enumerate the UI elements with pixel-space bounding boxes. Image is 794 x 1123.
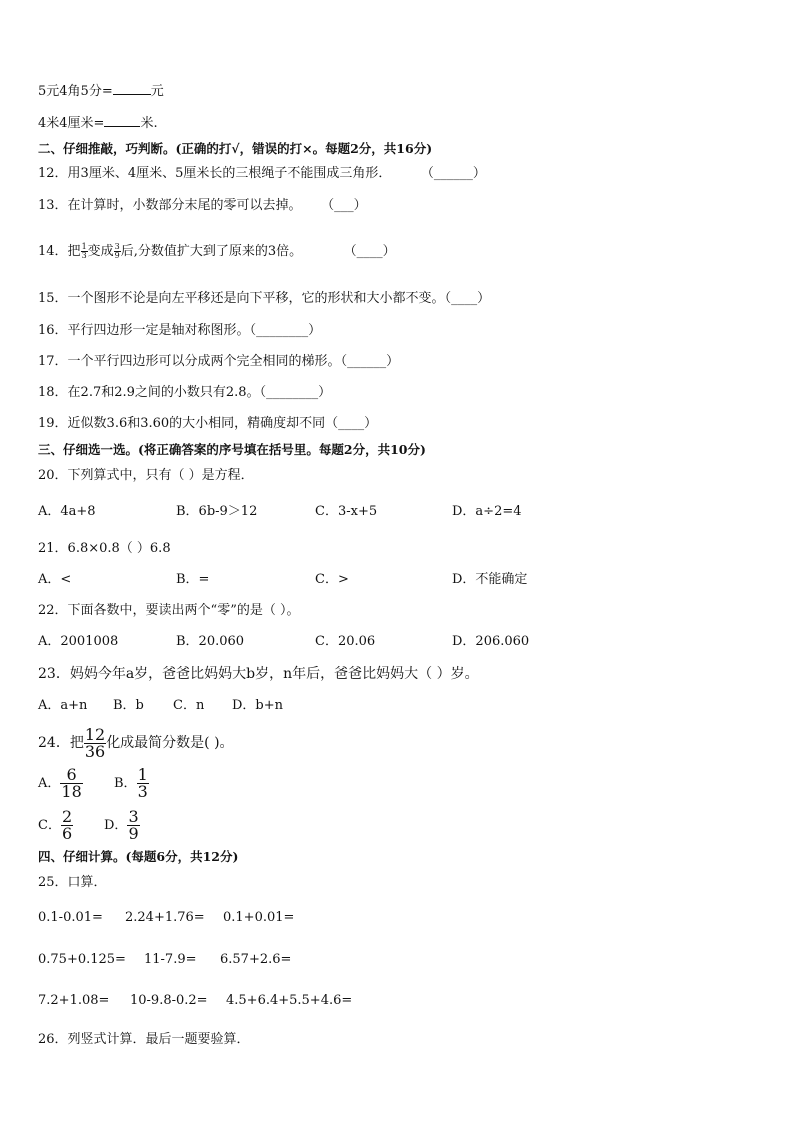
option-a[interactable]: A．4a+8 bbox=[38, 504, 96, 519]
question-13 bbox=[38, 197, 367, 215]
option-a[interactable] bbox=[38, 766, 83, 802]
option-fraction bbox=[137, 767, 149, 800]
answer-parentheses[interactable]: （________） bbox=[249, 323, 322, 338]
question-21-stem: 21．6.8×0.8（ ）6.8 bbox=[38, 541, 171, 556]
option-a[interactable]: A．2001008 bbox=[38, 634, 119, 649]
answer-parentheses[interactable]: （____） bbox=[350, 244, 396, 259]
numerator: 1 bbox=[137, 765, 148, 784]
question-number: 13． bbox=[38, 198, 68, 213]
option-c[interactable]: C．20.06 bbox=[315, 634, 376, 649]
question-24-stem bbox=[38, 726, 234, 760]
question-18 bbox=[38, 384, 331, 402]
question-22-stem: 22．下面各数中，要读出两个“零”的是（ ）。 bbox=[38, 603, 300, 618]
numerator: 1 bbox=[81, 242, 87, 251]
option-d[interactable]: D．b+n bbox=[232, 698, 284, 713]
option-d[interactable]: D．不能确定 bbox=[452, 572, 528, 587]
question-text: 变成 bbox=[87, 244, 114, 259]
answer-parentheses[interactable]: （________） bbox=[259, 385, 332, 400]
answer-parentheses[interactable]: （______） bbox=[427, 166, 486, 181]
question-text: 化成最简分数是( )。 bbox=[106, 735, 234, 751]
option-b[interactable]: B．b bbox=[113, 698, 144, 713]
option-c[interactable]: C．3-x+5 bbox=[315, 504, 378, 519]
denominator: 9 bbox=[114, 251, 120, 260]
mental-calc-item: 0.1-0.01= bbox=[38, 910, 103, 925]
mental-calc-item: 4.5+6.4+5.5+4.6= bbox=[226, 993, 353, 1008]
question-20-stem: 20．下列算式中，只有（ ）是方程． bbox=[38, 468, 254, 483]
question-19 bbox=[38, 415, 377, 433]
answer-parentheses[interactable]: （____） bbox=[444, 291, 491, 306]
question-number: 14． bbox=[38, 244, 68, 259]
numerator: 2 bbox=[61, 807, 73, 826]
question-26-stem: 26．列竖式计算．最后一题要验算． bbox=[38, 1032, 250, 1047]
answer-parentheses[interactable]: （____） bbox=[325, 416, 378, 431]
section-heading-calculation: 四、仔细计算。(每题6分，共12分) bbox=[38, 849, 239, 864]
option-fraction bbox=[60, 767, 82, 800]
option-d[interactable]: D．206.060 bbox=[452, 634, 530, 649]
question-text: 用3厘米、4厘米、5厘米长的三根绳子不能围成三角形． bbox=[67, 166, 392, 181]
question-25-stem: 25．口算． bbox=[38, 875, 107, 890]
question-text: 24．把 bbox=[38, 735, 84, 751]
question-text: 在计算时，小数部分末尾的零可以去掉。 bbox=[67, 198, 302, 213]
option-b[interactable]: B．20.060 bbox=[176, 634, 245, 649]
option-fraction bbox=[61, 809, 73, 842]
numerator: 6 bbox=[60, 767, 82, 784]
question-text: 一个平行四边形可以分成两个完全相同的梯形。 bbox=[67, 354, 341, 369]
unit-label: 元 bbox=[150, 84, 164, 99]
mental-calc-item: 7.2+1.08= bbox=[38, 993, 110, 1008]
question-23-stem: 23．妈妈今年a岁，爸爸比妈妈大b岁，n年后，爸爸比妈妈大（ ）岁。 bbox=[38, 666, 479, 682]
mental-calc-item: 2.24+1.76= bbox=[125, 910, 205, 925]
option-b[interactable]: B．6b-9＞12 bbox=[176, 504, 258, 519]
option-a[interactable]: A．< bbox=[38, 572, 72, 587]
option-c[interactable]: C．> bbox=[315, 572, 349, 587]
question-text: 后,分数值扩大到了原来的3倍。 bbox=[120, 244, 303, 259]
question-text: 4米4厘米= bbox=[38, 116, 105, 131]
denominator: 6 bbox=[61, 824, 73, 843]
question-number: 15． bbox=[38, 291, 68, 306]
option-d[interactable] bbox=[104, 808, 140, 844]
numerator: 12 bbox=[84, 724, 106, 744]
answer-blank[interactable] bbox=[113, 82, 151, 95]
question-17 bbox=[38, 353, 399, 371]
option-label: D． bbox=[104, 818, 128, 833]
answer-blank[interactable] bbox=[104, 114, 140, 127]
section-heading-judge: 二、仔细推敲，巧判断。(正确的打√，错误的打×。每题2分，共16分) bbox=[38, 141, 433, 156]
denominator: 3 bbox=[81, 251, 87, 260]
question-15 bbox=[38, 290, 490, 308]
question-text: 在2.7和2.9之间的小数只有2.8。 bbox=[67, 385, 260, 400]
option-d[interactable]: D．a÷2=4 bbox=[452, 504, 522, 519]
question-12 bbox=[38, 165, 486, 183]
option-label: B． bbox=[114, 776, 137, 791]
option-label: C． bbox=[38, 818, 61, 833]
denominator: 18 bbox=[61, 782, 82, 801]
fraction-twelve-thirty-sixths bbox=[84, 724, 106, 761]
question-text: 一个图形不论是向左平移还是向下平移，它的形状和大小都不变。 bbox=[67, 291, 445, 306]
mental-calc-item: 11-7.9= bbox=[144, 952, 197, 967]
answer-parentheses[interactable]: （___） bbox=[327, 198, 367, 213]
numerator: 3 bbox=[114, 242, 120, 251]
fraction-three-ninths bbox=[114, 243, 121, 260]
question-number: 19． bbox=[38, 416, 68, 431]
question-number: 17． bbox=[38, 354, 68, 369]
mental-calc-item: 0.75+0.125= bbox=[38, 952, 126, 967]
option-b[interactable]: B．= bbox=[176, 572, 210, 587]
answer-parentheses[interactable]: （______） bbox=[340, 354, 400, 369]
option-c[interactable] bbox=[38, 808, 73, 844]
question-14 bbox=[38, 243, 396, 261]
option-label: A． bbox=[38, 776, 61, 791]
option-fraction bbox=[127, 809, 139, 842]
denominator: 3 bbox=[137, 782, 148, 801]
denominator: 36 bbox=[84, 741, 106, 761]
question-16 bbox=[38, 322, 321, 340]
question-text: 近似数3.6和3.60的大小相同，精确度却不同 bbox=[67, 416, 326, 431]
mental-calc-item: 10-9.8-0.2= bbox=[130, 993, 208, 1008]
denominator: 9 bbox=[128, 824, 139, 843]
section-heading-choice: 三、仔细选一选。(将正确答案的序号填在括号里。每题2分，共10分) bbox=[38, 442, 426, 457]
mental-calc-item: 6.57+2.6= bbox=[220, 952, 292, 967]
mental-calc-item: 0.1+0.01= bbox=[223, 910, 295, 925]
question-text: 把 bbox=[67, 244, 81, 259]
question-text: 5元4角5分= bbox=[38, 84, 113, 99]
option-b[interactable] bbox=[114, 766, 149, 802]
question-money-conversion bbox=[38, 82, 164, 101]
question-text: 平行四边形一定是轴对称图形。 bbox=[67, 323, 250, 338]
question-number: 12． bbox=[38, 166, 68, 181]
question-number: 18． bbox=[38, 385, 68, 400]
fraction-one-third bbox=[81, 243, 88, 260]
question-number: 16． bbox=[38, 323, 68, 338]
numerator: 3 bbox=[128, 807, 139, 826]
option-c[interactable]: C．n bbox=[173, 698, 205, 713]
unit-label: 米. bbox=[140, 116, 158, 131]
question-length-conversion bbox=[38, 114, 158, 133]
option-a[interactable]: A．a+n bbox=[38, 698, 88, 713]
